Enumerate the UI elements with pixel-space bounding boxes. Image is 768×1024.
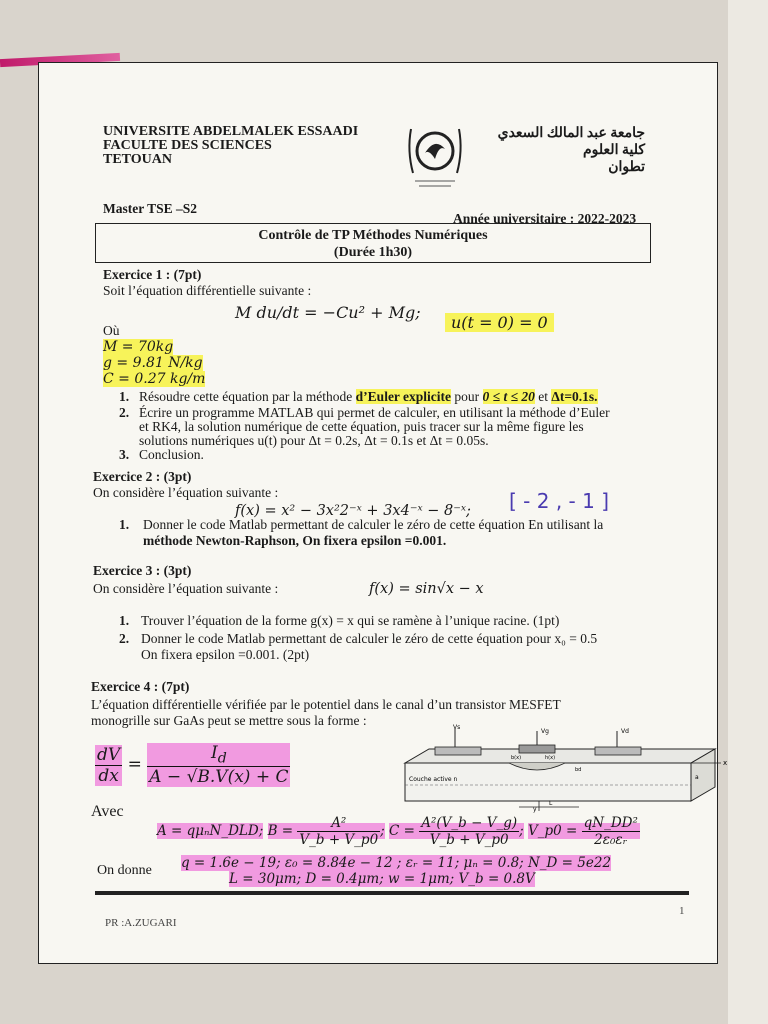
ex4-main-equation [95,743,290,787]
header-line-city: TETOUAN [103,152,172,167]
diagram-label-vs: Vs [453,724,461,731]
ex4-eq-rhs-num-main: I [210,743,218,763]
ex3-item1: Trouver l’équation de la forme g(x) = x qui se ramène à l’unique racine. (1pt) [141,613,560,628]
diagram-label-L: L [549,800,553,807]
header-line-university: UNIVERSITE ABDELMALEK ESSAADI [103,124,359,139]
ex1-initial-condition: u(t = 0) = 0 [445,313,554,332]
ex4-def-A: A = qμₙN_DLD; [157,823,264,839]
diagram-label-a: a [695,774,699,781]
ex2-intro: On considère l’équation suivante : [93,485,279,500]
ex4-on-donne: On donne [97,863,152,878]
ex3-item2-line1: Donner le code Matlab permettant de calculer le zéro de cette équation pour x₀ = 0.5 [141,631,598,646]
header-ar-line-3: تطوان [608,160,645,175]
ex4-eq-lhs-den: dx [98,765,119,786]
ex4-def-B: B = $\frac{\text{A²}}{V\_b + V\_p0}$ ; [267,815,385,848]
ex1-item1-interval: 0 ≤ t ≤ 20 [482,389,535,404]
ex1-heading: Exercice 1 : (7pt) [103,267,202,282]
ex1-equation: M du/dt = −Cu² + Mg; [235,303,421,322]
ex4-avec: Avec [91,803,124,820]
ex1-intro: Soit l’équation différentielle suivante : [103,283,312,298]
exam-duration: (Durée 1h30) [333,245,413,260]
ex4-values-line2: L = 30μm; D = 0.4μm; w = 1μm; V_b = 0.8V [229,871,535,887]
header-line-faculty: FACULTE DES SCIENCES [103,138,272,153]
ex4-def-C-frac [419,815,519,848]
academic-year: Année universitaire : 2022-2023 [453,211,637,226]
ex4-eq-rhs [147,743,290,787]
ex4-def-Vp0-frac [582,815,640,848]
diagram-label-bd: bd [575,767,582,773]
ex4-eq-lhs-num: dV [97,744,121,765]
ex1-item2-line3: solutions numériques u(t) pour Δt = 0.2s, Δt = 0.1s et Δt = 0.05s. [139,433,489,448]
ex4-eq-lhs [95,745,122,786]
ex3-item1-number: 1. [119,613,130,628]
footer-page-number: 1 [679,905,685,917]
university-logo-icon [399,119,471,195]
ex1-item3: Conclusion. [139,447,204,462]
exam-title-box [95,223,651,263]
ex1-item3-number: 3. [119,447,130,462]
diagram-label-channel: Couche active n [409,776,458,783]
ex4-def-C-den: V_b + V_p0 [429,832,509,848]
ex4-values-line1: q = 1.6e − 19; ε₀ = 8.84e − 12 ; εᵣ = 11; μₙ = 0.8; N_D = 5e22 [181,855,612,871]
mesfet-diagram [399,723,729,813]
ex4-def-B-frac [297,815,380,848]
ex4-eq-rhs-den: A − √B.V(x) + C [149,767,289,788]
ex2-equation: f(x) = x² − 3x²2⁻ˣ + 3x4⁻ˣ − 8⁻ˣ; [235,503,471,519]
ex1-param-mass: M = 70kg [103,339,174,355]
diagram-label-vd: Vd [621,728,629,735]
ex4-eq-rhs-num [147,743,290,767]
ex4-eq-equals: = [127,754,142,775]
ex4-def-C-lhs: C = [389,823,415,839]
diagram-label-vg: Vg [541,728,549,735]
ex4-line1: L’équation différentielle vérifiée par le potentiel dans le canal d’un transistor MESFET [91,697,561,712]
ex1-ou: Où [103,323,120,338]
ex1-item1-text-c: pour [451,389,483,404]
ex4-heading: Exercice 4 : (7pt) [91,679,190,694]
ex3-equation: f(x) = sin√x − x [369,581,484,597]
ex1-item2-line1: Écrire un programme MATLAB qui permet de calculer, en utilisant la méthode d’Euler [139,405,610,420]
ex1-param-drag: C = 0.27 kg/m [103,371,206,387]
diagram-label-x: x [723,759,728,767]
footer-author: PR :A.ZUGARI [105,917,177,929]
exam-title: Contrôle de TP Méthodes Numériques [258,228,488,243]
ex1-item1-text-a: Résoudre cette équation par la méthode [139,389,356,404]
ex3-item2-number: 2. [119,631,130,646]
ex1-item2-line2: et RK4, la solution numérique de cette équation, puis tracer sur la même figure les [139,419,584,434]
ex4-def-B-num: A² [297,815,380,832]
ex2-heading: Exercice 2 : (3pt) [93,469,192,484]
ex4-def-C: C = $\frac{\text{A²(V\_b − V\_g)}}{V\_b + V\_p0}$ ; [389,815,524,848]
footer-divider [95,891,689,895]
diagram-label-bx: b(x) [511,755,522,761]
ex2-item1-number: 1. [119,517,130,532]
ex4-definitions [157,815,640,848]
ex4-def-Vp0 [527,815,640,848]
university-header-ar [498,125,645,176]
ex4-def-Vp0-den: 2ε₀εᵣ [594,832,628,848]
ex4-def-Vp0-num: qN_DD² [583,815,638,831]
ex1-item1-timestep: Δt=0.1s. [551,389,598,404]
ex4-def-Vp0-lhs: V_p0 = [527,823,578,839]
desk-edge [728,0,768,1024]
ex4-def-B-den: V_b + V_p0 [299,832,379,848]
ex1-item1-number: 1. [119,389,130,404]
exam-sheet [38,62,728,964]
ex1-item2-number: 2. [119,405,130,420]
ex1-item1-text-e: et [534,389,552,404]
ex2-item1-line1: Donner le code Matlab permettant de calculer le zéro de cette équation En utilisant la [143,517,604,532]
header-ar-line-2: كلية العلوم [583,143,645,158]
university-header-fr [103,125,358,167]
ex3-heading: Exercice 3 : (3pt) [93,563,192,578]
ex1-param-gravity: g = 9.81 N/kg [103,355,203,371]
ex4-def-B-lhs: B = [267,823,294,839]
header-ar-line-1: جامعة عبد المالك السعدي [497,126,645,141]
ex2-handwritten-interval: [ - 2 , - 1 ] [509,489,609,513]
program-label: Master TSE –S2 [103,201,198,216]
ex4-eq-rhs-num-sub: d [217,750,227,767]
diagram-label-hx: h(x) [545,755,556,761]
diagram-label-y: y [533,806,537,813]
ex1-item1 [139,389,598,405]
ex3-item2-line2: On fixera epsilon =0.001. (2pt) [141,647,310,662]
ex3-intro: On considère l’équation suivante : [93,581,279,596]
ex4-def-C-num: A²(V_b − V_g) [421,815,518,831]
ex2-item1-line2: méthode Newton-Raphson, On fixera epsilon =0.001. [143,533,447,548]
ex4-line2: monogrille sur GaAs peut se mettre sous la forme : [91,713,367,728]
ex1-item1-method: d’Euler explicite [355,389,452,404]
